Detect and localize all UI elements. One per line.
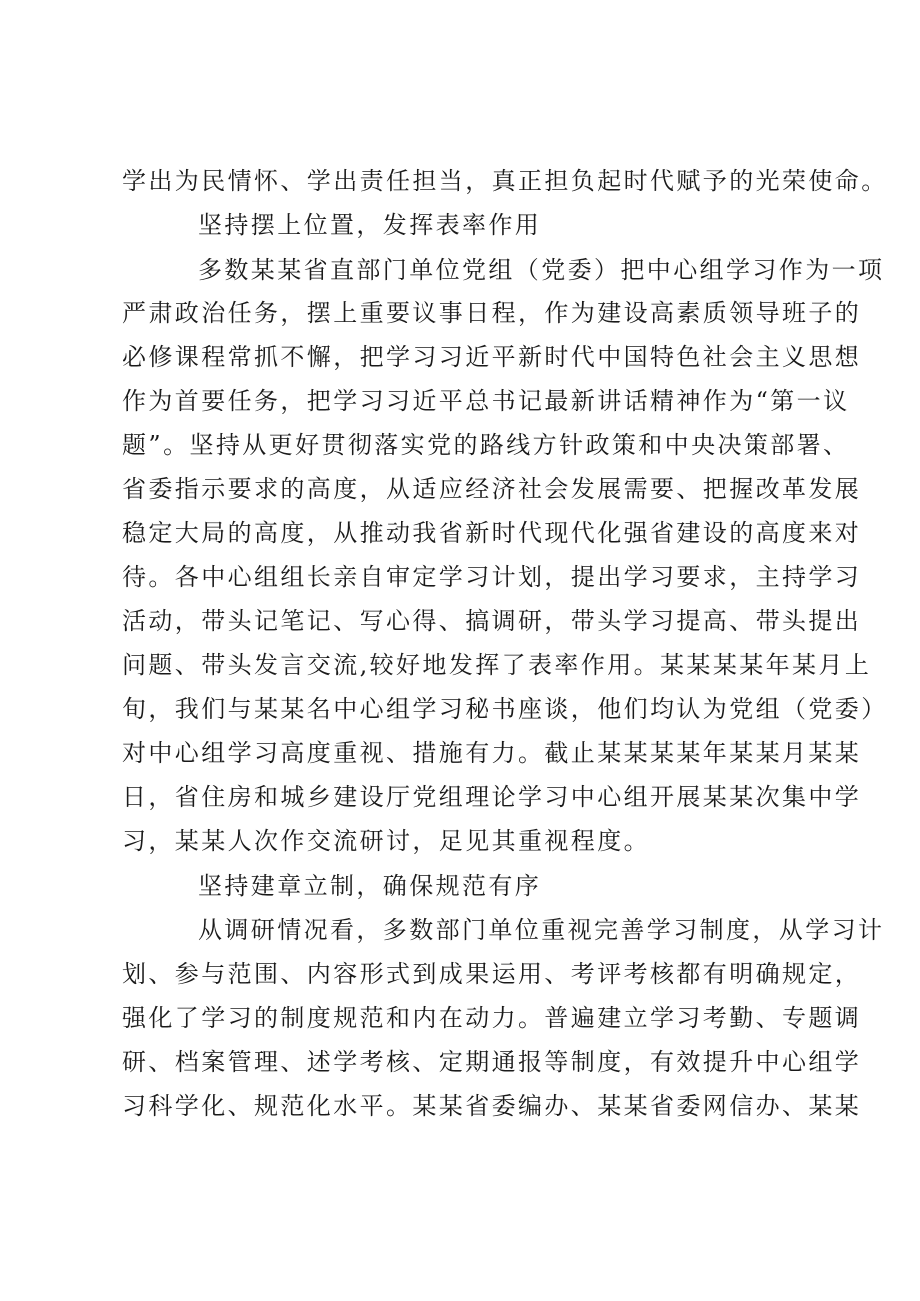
text-line: 强化了学习的制度规范和内在动力。普遍建立学习考勤、专题调 xyxy=(122,1004,862,1032)
text-line: 习，某某人次作交流研讨，足见其重视程度。 xyxy=(122,827,650,855)
text-line: 对中心组学习高度重视、措施有力。截止某某某某年某某月某某 xyxy=(122,739,862,767)
text-line: 稳定大局的高度，从推动我省新时代现代化强省建设的高度来对 xyxy=(122,519,862,547)
text-line: 活动，带头记笔记、写心得、搞调研，带头学习提高、带头提出 xyxy=(122,607,862,635)
text-line: 从调研情况看，多数部门单位重视完善学习制度，从学习计 xyxy=(198,916,885,944)
section-heading: 坚持建章立制，确保规范有序 xyxy=(198,872,542,900)
text-line: 必修课程常抓不懈，把学习习近平新时代中国特色社会主义思想 xyxy=(122,343,862,371)
text-line: 划、参与范围、内容形式到成果运用、考评考核都有明确规定， xyxy=(122,960,862,988)
text-line: 严肃政治任务，摆上重要议事日程，作为建设高素质领导班子的 xyxy=(122,299,862,327)
text-line: 题”。坚持从更好贯彻落实党的路线方针政策和中央决策部署、 xyxy=(122,431,850,459)
text-line: 多数某某省直部门单位党组（党委）把中心组学习作为一项 xyxy=(198,256,885,284)
text-line: 研、档案管理、述学考核、定期通报等制度，有效提升中心组学 xyxy=(122,1048,862,1076)
text-line: 问题、带头发言交流,较好地发挥了表率作用。某某某某年某月上 xyxy=(122,651,872,679)
section-heading: 坚持摆上位置，发挥表率作用 xyxy=(198,211,542,239)
text-line: 旬，我们与某某名中心组学习秘书座谈，他们均认为党组（党委） xyxy=(122,695,888,723)
text-line: 待。各中心组组长亲自审定学习计划，提出学习要求，主持学习 xyxy=(122,563,862,591)
text-line: 习科学化、规范化水平。某某省委编办、某某省委网信办、某某 xyxy=(122,1092,862,1120)
text-line: 日，省住房和城乡建设厅党组理论学习中心组开展某某次集中学 xyxy=(122,783,862,811)
text-line: 作为首要任务，把学习习近平总书记最新讲话精神作为“第一议 xyxy=(122,387,850,415)
text-line: 省委指示要求的高度，从适应经济社会发展需要、把握改革发展 xyxy=(122,475,862,503)
text-line: 学出为民情怀、学出责任担当，真正担负起时代赋予的光荣使命。 xyxy=(122,167,888,195)
